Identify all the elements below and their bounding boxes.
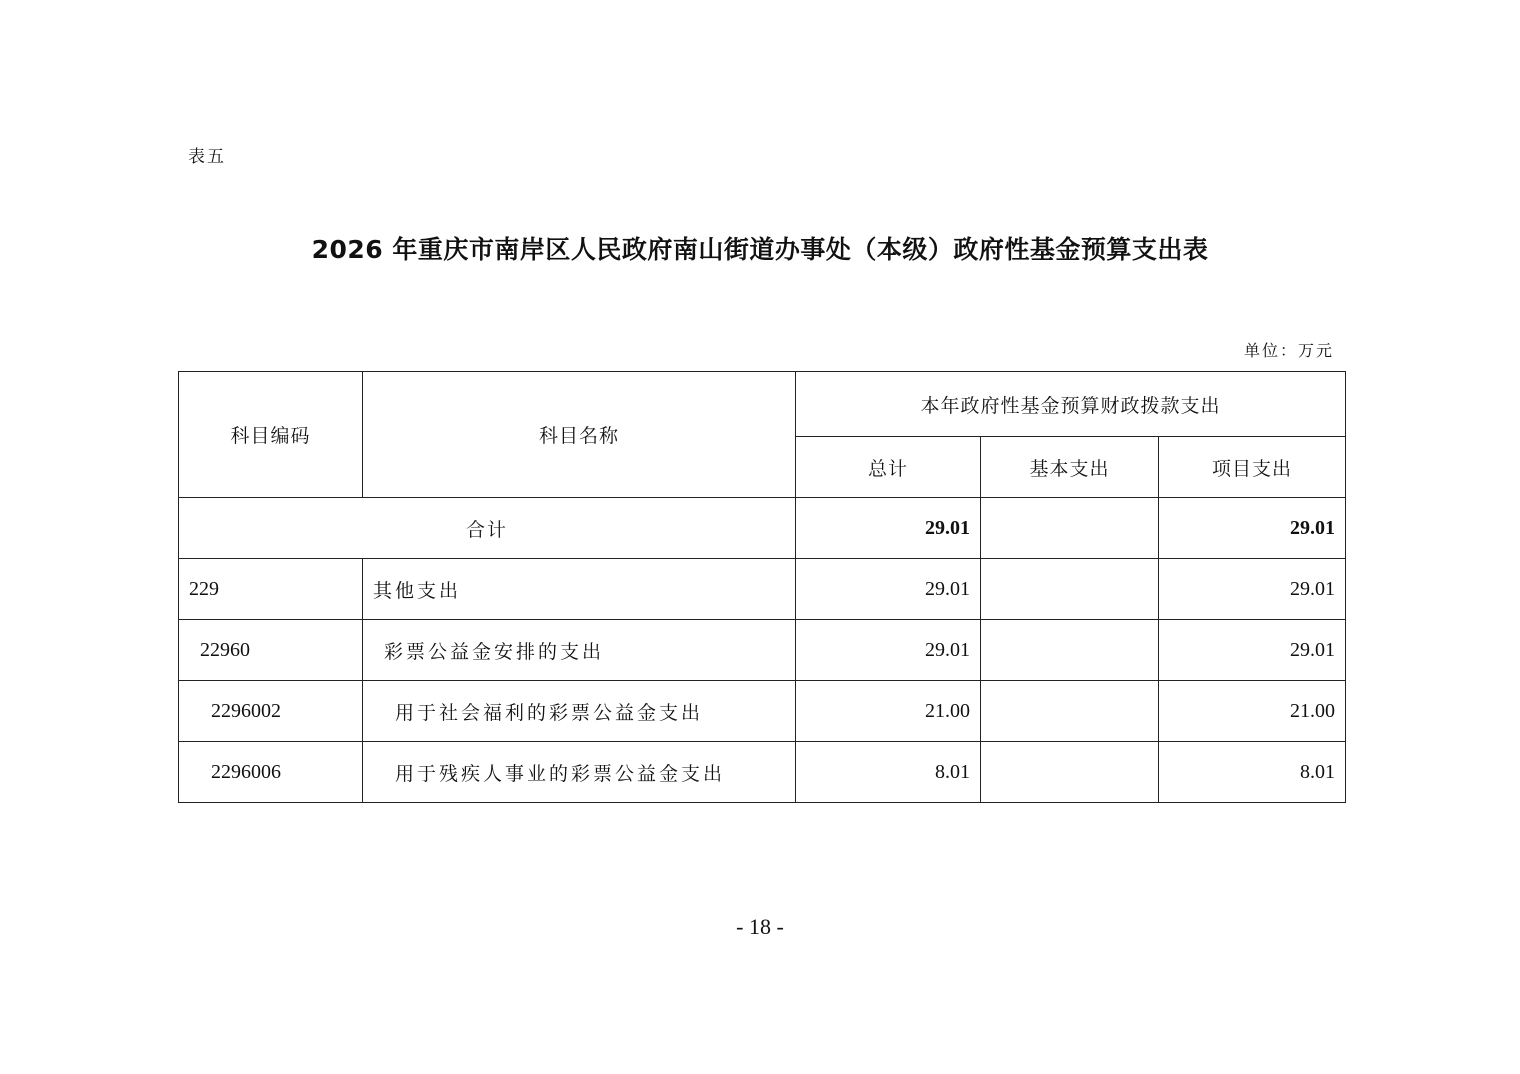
summary-total: 29.01: [796, 498, 981, 559]
row-code: 2296002: [179, 681, 363, 742]
row-basic: [981, 620, 1159, 681]
header-code: 科目编码: [179, 372, 363, 498]
header-name: 科目名称: [363, 372, 796, 498]
row-name: 用于社会福利的彩票公益金支出: [363, 681, 796, 742]
header-group: 本年政府性基金预算财政拨款支出: [796, 372, 1346, 437]
row-total: 8.01: [796, 742, 981, 803]
row-project: 21.00: [1159, 681, 1346, 742]
row-project: 29.01: [1159, 620, 1346, 681]
table-label: 表五: [188, 147, 226, 167]
summary-row: [179, 498, 1346, 559]
row-basic: [981, 681, 1159, 742]
row-total: 29.01: [796, 559, 981, 620]
row-project: 8.01: [1159, 742, 1346, 803]
table-row: [179, 681, 1346, 742]
row-code: 229: [179, 559, 363, 620]
row-total: 21.00: [796, 681, 981, 742]
summary-label: 合计: [179, 498, 796, 559]
summary-basic: [981, 498, 1159, 559]
header-basic: 基本支出: [981, 437, 1159, 498]
row-basic: [981, 742, 1159, 803]
header-project: 项目支出: [1159, 437, 1346, 498]
row-basic: [981, 559, 1159, 620]
summary-project: 29.01: [1159, 498, 1346, 559]
row-code: 22960: [179, 620, 363, 681]
row-name: 用于残疾人事业的彩票公益金支出: [363, 742, 796, 803]
row-name: 其他支出: [363, 559, 796, 620]
budget-table: [178, 371, 1346, 803]
header-total: 总计: [796, 437, 981, 498]
row-name: 彩票公益金安排的支出: [363, 620, 796, 681]
row-total: 29.01: [796, 620, 981, 681]
page-title: 2026 年重庆市南岸区人民政府南山街道办事处（本级）政府性基金预算支出表: [311, 235, 1209, 264]
page-number: - 18 -: [736, 914, 784, 939]
table-row: [179, 742, 1346, 803]
table-row: [179, 620, 1346, 681]
unit-label: 单位：万元: [1243, 341, 1334, 360]
table-row: [179, 559, 1346, 620]
header-row-1: [179, 372, 1346, 437]
row-project: 29.01: [1159, 559, 1346, 620]
row-code: 2296006: [179, 742, 363, 803]
